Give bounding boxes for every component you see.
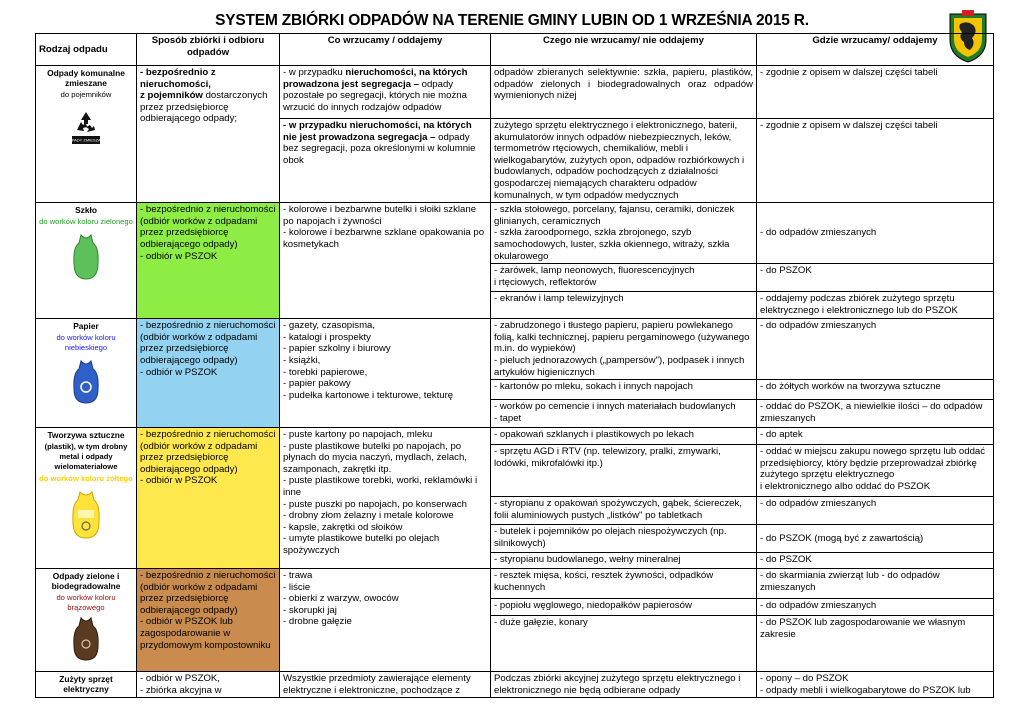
category-szklo: Szkło do worków koloru zielonego (36, 203, 137, 319)
tworzywa-czego-2: - sprzętu AGD i RTV (np. telewizory, pralki, zmywarki, lodówki, mikrofalówki itp.) (491, 445, 757, 497)
recycle-icon (65, 106, 107, 146)
category-tworzywa: Tworzywa sztuczne (plastik), w tym drobny metal i odpady wielomateriałowe do worków koloru żółtego (36, 428, 137, 569)
header-row (36, 34, 994, 66)
papier-czego-2: - kartonów po mleku, sokach i innych napojach (491, 380, 757, 400)
zmieszane-czego-2: zużytego sprzętu elektrycznego i elektronicznego, baterii, akumulatorów innych odpadów niebezpiecznych, leków, termometrów rtęciowych, chemikaliów, mebli i wielkogabarytów, zużytych opon, odpadów rozbiórkowych i budowlanych, odpadów pochodzących z działalności gospodarczej niemających charakteru odpadów komunalnych, w tym odpadów medycznych (491, 119, 757, 203)
bag-icon (71, 233, 101, 281)
zielone-czego-1: - resztek mięsa, kości, resztek żywności, odpadków kuchennych (491, 569, 757, 599)
table-row (36, 569, 994, 599)
szklo-gdzie-2: - do PSZOK (757, 264, 994, 292)
zielone-czego-2: - popiołu węglowego, niedopałków papierosów (491, 599, 757, 616)
zielone-gdzie-3: - do PSZOK lub zagospodarowanie we własnym zakresie (757, 616, 994, 672)
tworzywa-czego-1: - opakowań szklanych i plastikowych po lekach (491, 428, 757, 445)
header-sposob: Sposób zbiórki i odbioru odpadów (137, 34, 280, 66)
zielone-gdzie-2: - do odpadów zmieszanych (757, 599, 994, 616)
table-row (36, 428, 994, 445)
category-papier: Papier do worków koloru niebieskiego (36, 319, 137, 428)
category-zielone: Odpady zielone i biodegradowalne do worków koloru brązowego (36, 569, 137, 672)
header-gdzie: Gdzie wrzucamy/ oddajemy (757, 34, 994, 66)
category-name: Odpady komunalne zmieszane (47, 68, 125, 88)
bag-icon (70, 490, 102, 540)
table-row (36, 203, 994, 264)
tworzywa-co: - puste kartony po napojach, mleku - puste plastikowe butelki po napojach, po płynach do mycia naczyń, mydlach, żelach, szamponach, zakrętki itp. - puste plastikowe torebki, worki, reklamówki i inne - puste puszki po napojach, po konserwach - drobny złom żelazny i metale kolorowe - kapsle, zakrętki od słoików - umyte plastikowe butelki po olejach spożywczych (280, 428, 491, 569)
zielone-gdzie-1: - do skarmiania zwierząt lub - do odpadów zmieszanych (757, 569, 994, 599)
szklo-czego-2: - żarówek, lamp neonowych, fluorescencyjnych i rtęciowych, reflektorów (491, 264, 757, 292)
zielone-co: - trawa - liście - obierki z warzyw, owoców - skorupki jaj - drobne gałęzie (280, 569, 491, 672)
category-sub: do pojemników (60, 90, 112, 99)
zmieszane-czego-1: odpadów zbieranych selektywnie: szkła, papieru, plastików, odpadów zielonych i biodegradowalnych oraz odpadów wymienionych niżej (491, 66, 757, 119)
sprzet-czego: Podczas zbiórki akcyjnej zużytego sprzętu elektrycznego i elektronicznego nie będą odbierane odpady (491, 672, 757, 698)
tworzywa-gdzie-2: - oddać w miejscu zakupu nowego sprzętu lub oddać przedsiębiorcy, który będzie przeprowadzał zbiórkę zużytego sprzętu elektrycznego i elektronicznego albo oddać do PSZOK (757, 445, 994, 497)
papier-czego-1: - zabrudzonego i tłustego papieru, papieru powlekanego folią, kalki technicznej, papieru pergaminowego (używanego m.in. do wypieków) - pieluch jednorazowych („pampersów"), podpasek i innych artykułów higienicznych (491, 319, 757, 380)
zielone-czego-3: - duże gałęzie, konary (491, 616, 757, 672)
papier-gdzie-1: - do odpadów zmieszanych (757, 319, 994, 380)
papier-gdzie-2: - do żółtych worków na tworzywa sztuczne (757, 380, 994, 400)
papier-sposob: - bezpośrednio z nieruchomości (odbiór worków z odpadami przez przedsiębiorcę odbierającego odpady) - odbiór w PSZOK (137, 319, 280, 428)
sprzet-sposob: - odbiór w PSZOK, - zbiórka akcyjna w (137, 672, 280, 698)
tworzywa-gdzie-5: - do PSZOK (757, 553, 994, 569)
szklo-sposob: - bezpośrednio z nieruchomości (odbiór worków z odpadami przez przedsiębiorcę odbierającego odpady) - odbiór w PSZOK (137, 203, 280, 319)
szklo-gdzie-1: - do odpadów zmieszanych (757, 203, 994, 264)
szklo-gdzie-3: - oddajemy podczas zbiórek zużytego sprzętu elektrycznego i elektronicznego lub do PSZOK (757, 292, 994, 319)
tworzywa-czego-3: - styropianu z opakowań spożywczych, gąbek, ściereczek, folii aluminiowych pustych „listków" po tabletkach (491, 497, 757, 525)
tworzywa-czego-4: - butelek i pojemników po olejach niespożywczych (np. silnikowych) (491, 525, 757, 553)
tworzywa-gdzie-3: - do odpadów zmieszanych (757, 497, 994, 525)
zielone-sposob: - bezpośrednio z nieruchomości (odbiór worków z odpadami przez przedsiębiorcę odbierającego odpady) - odbiór w PSZOK lub zagospodarowanie w przydomowym kompostowniku (137, 569, 280, 672)
page-title: SYSTEM ZBIÓRKI ODPADÓW NA TERENIE GMINY LUBIN OD 1 WRZEŚNIA 2015 R. (215, 12, 809, 29)
szklo-czego-1: - szkła stołowego, porcelany, fajansu, ceramiki, doniczek glinianych, ceramicznych - szkła żaroodpornego, szkła zbrojonego, szyb samochodowych, luster, szkła okiennego, witraży, szkła okularowego (491, 203, 757, 264)
category-sprzet: Zużyty sprzęt elektryczny (36, 672, 137, 698)
tworzywa-gdzie-1: - do aptek (757, 428, 994, 445)
papier-co: - gazety, czasopisma, - katalogi i prospekty - papier szkolny i biurowy - książki, - torebki papierowe, - papier pakowy - pudełka kartonowe i tekturowe, tekturę (280, 319, 491, 428)
papier-czego-3: - worków po cemencie i innych materiałach budowlanych - tapet (491, 400, 757, 428)
bag-icon (71, 359, 101, 405)
waste-table (35, 33, 994, 698)
bag-icon (71, 616, 101, 662)
header-rodzaj: Rodzaj odpadu (36, 34, 137, 66)
header-co: Co wrzucamy / oddajemy (280, 34, 491, 66)
zmieszane-sposob: - bezpośrednio z nieruchomości, z pojemników dostarczonych przez przedsiębiorcę odbierającego odpady; (137, 66, 280, 203)
sprzet-co: Wszystkie przedmioty zawierające elementy elektryczne i elektroniczne, pochodzące z (280, 672, 491, 698)
badge-text: ODPADY ZMIESZANE (65, 137, 107, 143)
papier-gdzie-3: - oddać do PSZOK, a niewielkie ilości – do odpadów zmieszanych (757, 400, 994, 428)
table-row (36, 319, 994, 380)
table-row (36, 672, 994, 698)
category-zmieszane (36, 66, 137, 203)
zmieszane-gdzie-1: - zgodnie z opisem w dalszej części tabeli (757, 66, 994, 119)
sprzet-gdzie: - opony – do PSZOK - odpady mebli i wielkogabarytowe do PSZOK lub (757, 672, 994, 698)
tworzywa-gdzie-4: - do PSZOK (mogą być z zawartością) (757, 525, 994, 553)
tworzywa-czego-5: - styropianu budowlanego, wełny mineralnej (491, 553, 757, 569)
szklo-czego-3: - ekranów i lamp telewizyjnych (491, 292, 757, 319)
table-row (36, 66, 994, 119)
zmieszane-co-1: - w przypadku nieruchomości, na których prowadzona jest segregacja – odpady pozostałe po segregacji, których nie można wrzucić do innych rodzajów odpadów (280, 66, 491, 119)
zmieszane-co-2: - w przypadku nieruchomości, na których nie jest prowadzona segregacja – odpady bez segregacji, poza określonymi w kolumnie obok (280, 119, 491, 203)
tworzywa-sposob: - bezpośrednio z nieruchomości (odbiór worków z odpadami przez przedsiębiorcę odbierającego odpady) - odbiór w PSZOK (137, 428, 280, 569)
header-czego: Czego nie wrzucamy/ nie oddajemy (491, 34, 757, 66)
szklo-co: - kolorowe i bezbarwne butelki i słoiki szklane po napojach i żywności - kolorowe i bezbarwne szklane opakowania po kosmetykach (280, 203, 491, 319)
zmieszane-gdzie-2: - zgodnie z opisem w dalszej części tabeli (757, 119, 994, 203)
